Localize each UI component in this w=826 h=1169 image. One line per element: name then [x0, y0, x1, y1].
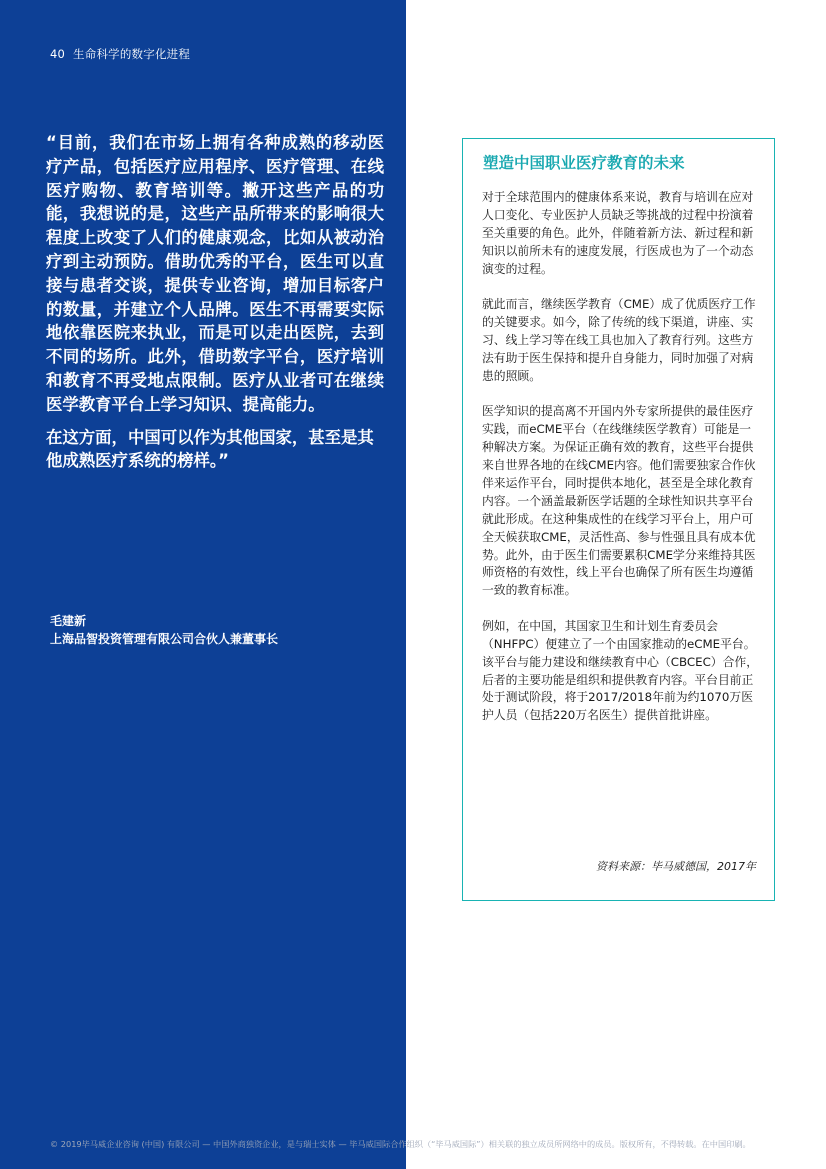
sidebar-title: 塑造中国职业医疗教育的未来	[483, 154, 685, 172]
author-title: 上海品智投资管理有限公司合伙人兼董事长	[50, 632, 279, 646]
page-header	[50, 46, 190, 62]
sidebar-paragraph-4: 例如，在中国，其国家卫生和计划生育委员会（NHFPC）便建立了一个由国家推动的eCME平台。该平台与能力建设和继续教育中心（CBCEC）合作，后者的主要功能是组织和提供教育内容。平台目前正处于测试阶段，将于2017/2018年前为约1070万医护人员（包括220万名医生）提供首批讲座。	[482, 618, 758, 723]
sidebar-paragraph-2: 就此而言，继续医学教育（CME）成了优质医疗工作的关键要求。如今，除了传统的线下渠道，讲座、实习、线上学习等在线工具也加入了教育行列。这些方法有助于医生保持和提升自身能力，同时加强了对病患的照顾。	[482, 297, 756, 383]
author-name: 毛建新	[50, 614, 87, 628]
sidebar-source: 资料来源：毕马威德国，2017年	[596, 860, 756, 873]
pull-quote	[46, 131, 384, 473]
copyright-footer: © 2019毕马威企业咨询 (中国) 有限公司 — 中国外商独资企业，是与瑞士实体 — 毕马威国际合作组织（“毕马威国际”）相关联的独立成员所网络中的成员。版权所有，不得转载。在中国印刷。	[50, 1139, 751, 1149]
section-title: 生命科学的数字化进程	[73, 47, 191, 61]
sidebar-paragraph-1: 对于全球范围内的健康体系来说，教育与培训在应对人口变化、专业医护人员缺乏等挑战的过程中扮演着至关重要的角色。此外，伴随着新方法、新过程和新知识以前所未有的速度发展，行医成也为了一个动态演变的过程。	[482, 190, 754, 276]
sidebar-paragraph-3: 医学知识的提高离不开国内外专家所提供的最佳医疗实践，而eCME平台（在线继续医学教育）可能是一种解决方案。为保证正确有效的教育，这些平台提供来自世界各地的在线CME内容。他们需要独家合作伙伴来运作平台，同时提供本地化，甚至是全球化教育内容。一个涵盖最新医学话题的全球性知识共享平台就此形成。在这种集成性的在线学习平台上，用户可全天候获取CME，灵活性高、参与性强且具有成本优势。此外，由于医生们需要累积CME学分来维持其医师资格的有效性，线上平台也确保了所有医生均遵循一致的教育标准。	[482, 404, 756, 598]
quote-attribution	[50, 612, 278, 648]
quote-paragraph-1: “目前，我们在市场上拥有各种成熟的移动医疗产品，包括医疗应用程序、医疗管理、在线医疗购物、教育培训等。撇开这些产品的功能，我想说的是，这些产品所带来的影响很大程度上改变了人们的健康观念，比如从被动治疗到主动预防。借助优秀的平台，医生可以直接与患者交谈，提供专业咨询，增加目标客户的数量，并建立个人品牌。医生不再需要实际地依靠医院来执业，而是可以走出医院，去到不同的场所。此外，借助数字平台，医疗培训和教育不再受地点限制。医疗从业者可在继续医学教育平台上学习知识、提高能力。	[46, 133, 384, 414]
page-number: 40	[50, 47, 66, 61]
quote-paragraph-2: 在这方面，中国可以作为其他国家，甚至是其他成熟医疗系统的榜样。”	[46, 427, 374, 471]
sidebar-body	[482, 189, 762, 743]
sidebar-box	[462, 138, 775, 901]
